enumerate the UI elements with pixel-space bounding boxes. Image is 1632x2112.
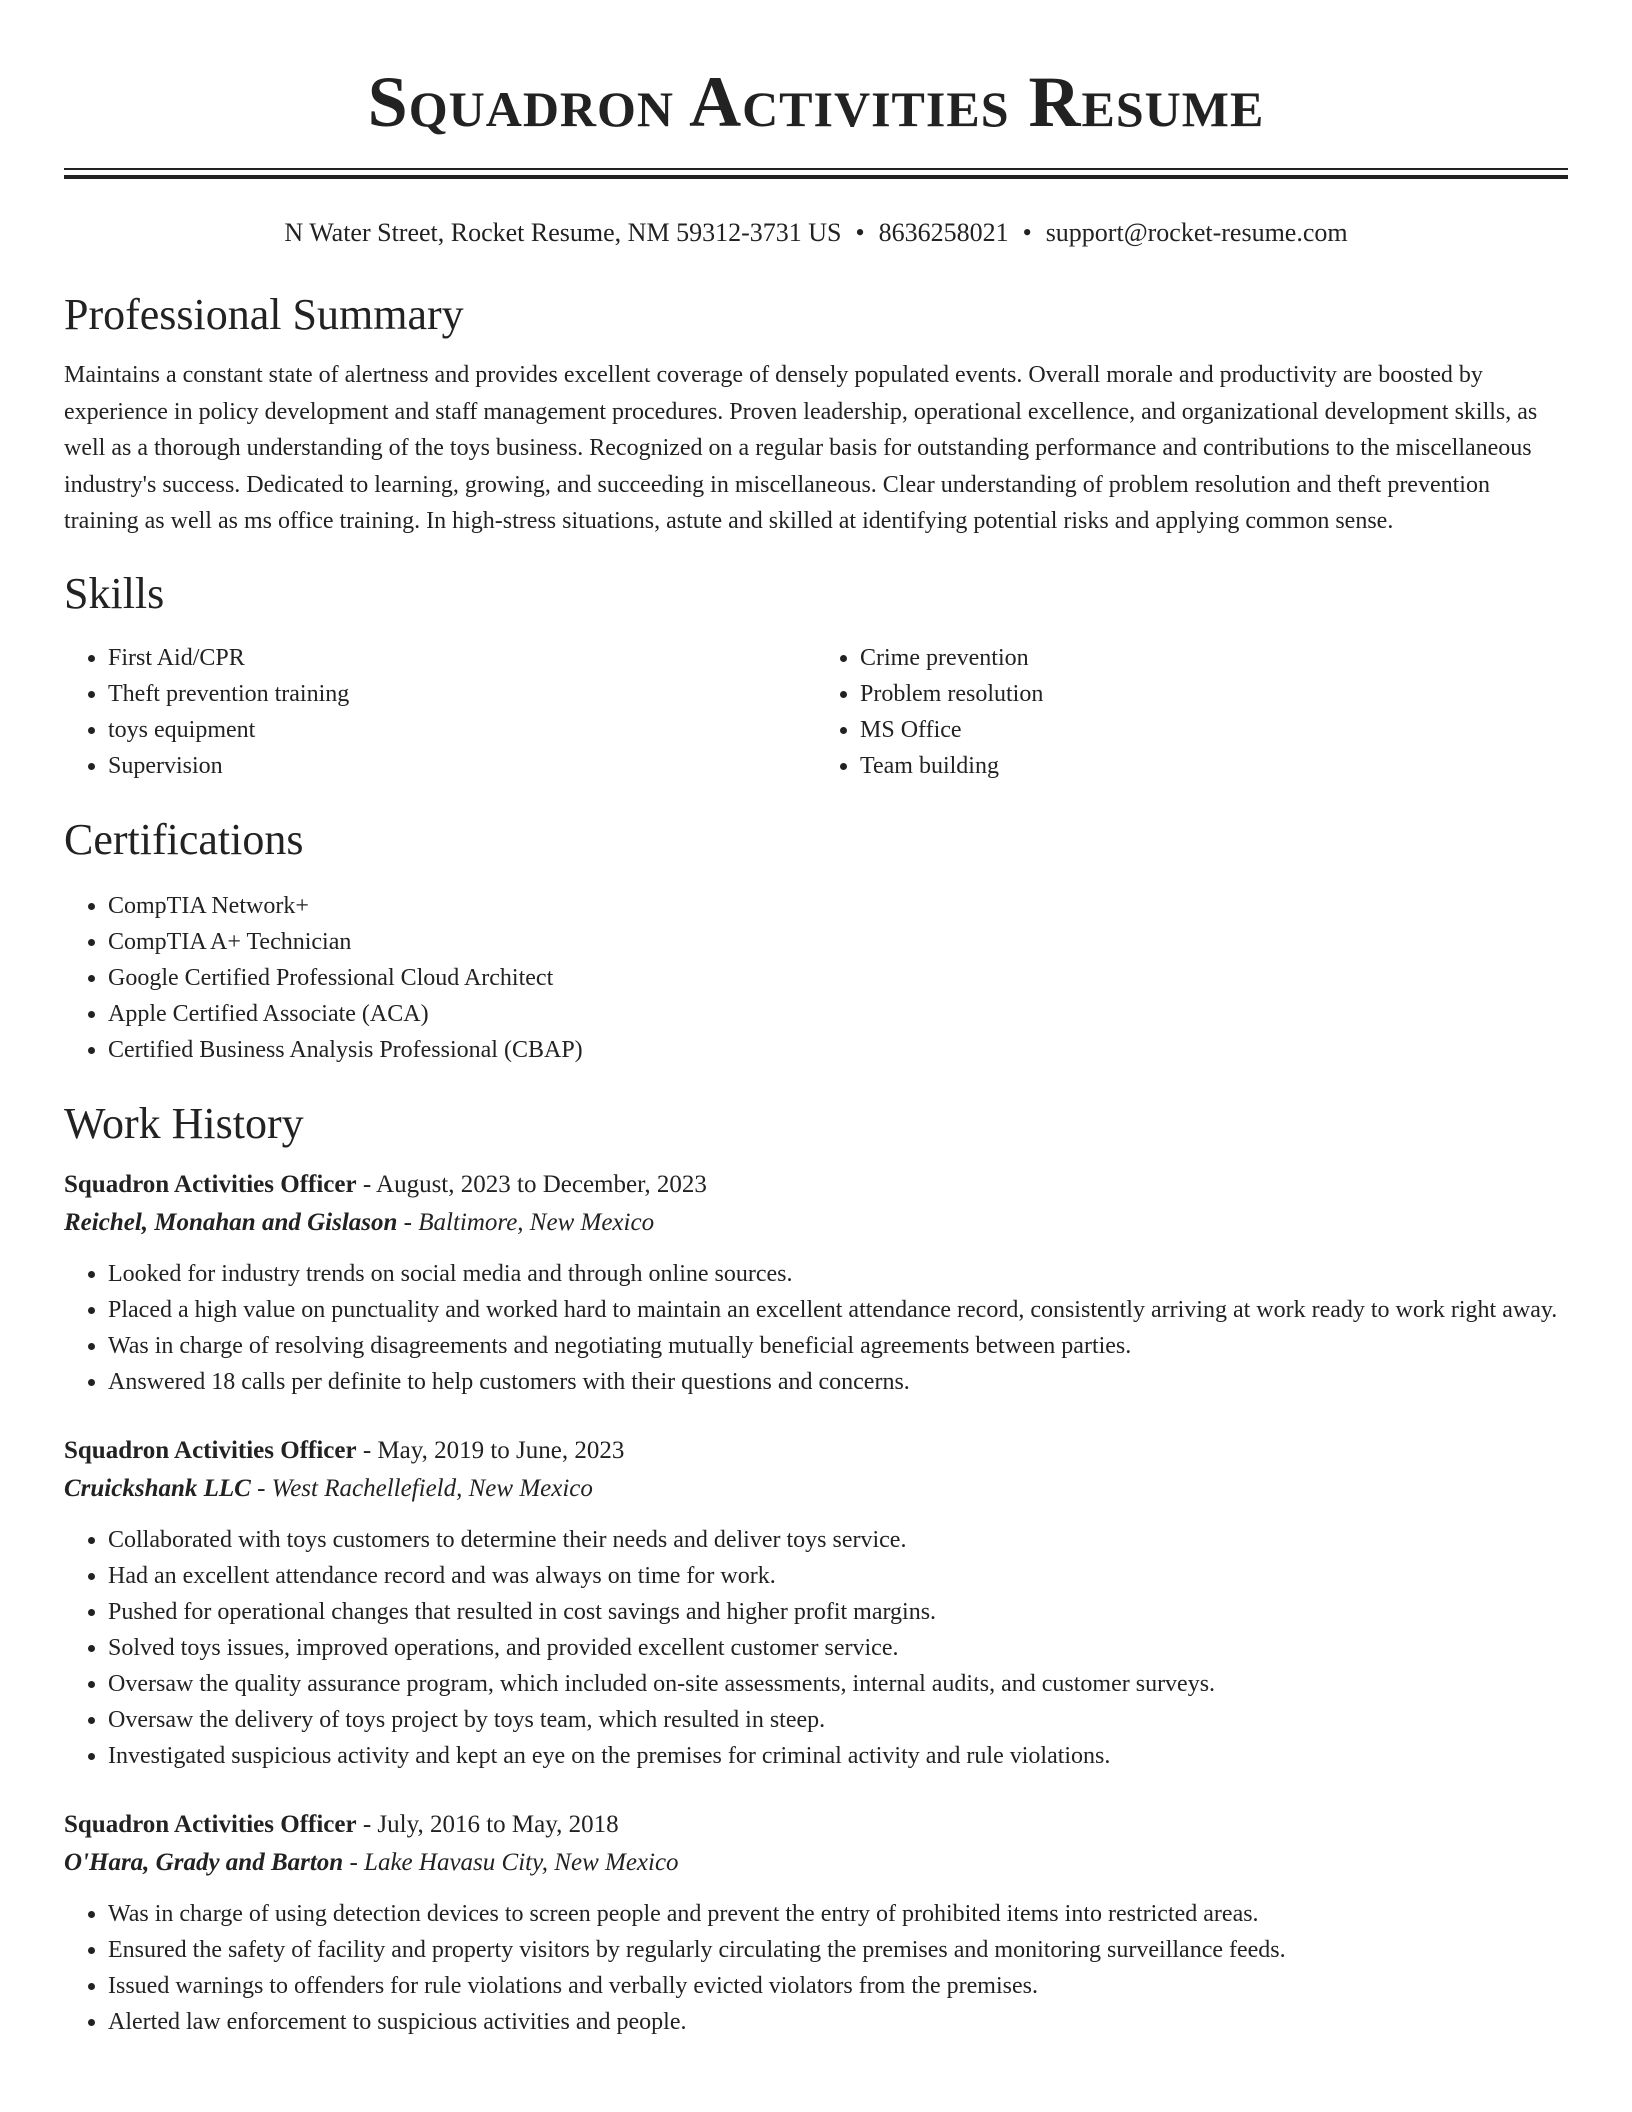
contact-email: support@rocket-resume.com: [1045, 218, 1348, 247]
job-bullet: • Oversaw the delivery of toys project by toys team, which resulted in steep.: [108, 1702, 1568, 1738]
certification-item: • CompTIA Network+: [108, 888, 1568, 924]
contact-separator: •: [855, 218, 865, 247]
job-location: - West Rachellefield, New Mexico: [250, 1474, 593, 1502]
job-role: Squadron Activities Officer: [64, 1436, 357, 1464]
job-bullet: • Solved toys issues, improved operations, and provided excellent customer service.: [108, 1630, 1568, 1666]
job-bullet: • Collaborated with toys customers to determine their needs and deliver toys service.: [108, 1522, 1568, 1558]
page-title: Squadron Activities Resume: [367, 62, 1265, 142]
job-bullet: • Alerted law enforcement to suspicious activities and people.: [108, 2004, 1568, 2040]
contact-phone: 8636258021: [878, 218, 1009, 247]
job-title-line: [64, 1432, 1568, 1470]
skill-item: • Crime prevention: [860, 640, 1568, 676]
job-bullet: • Had an excellent attendance record and was always on time for work.: [108, 1558, 1568, 1594]
skills-heading: Skills: [64, 568, 165, 618]
job-bullets: [64, 1896, 1568, 2040]
job-role: Squadron Activities Officer: [64, 1170, 357, 1198]
title-divider: [64, 168, 1568, 179]
job-bullet: • Was in charge of resolving disagreements and negotiating mutually beneficial agreements between parties.: [108, 1328, 1568, 1364]
certifications-heading: Certifications: [64, 814, 304, 864]
job-bullet: • Oversaw the quality assurance program, which included on-site assessments, internal audits, and customer surveys.: [108, 1666, 1568, 1702]
job-entry: [64, 1806, 1568, 2040]
skills-column-left: [64, 640, 816, 784]
job-bullet: • Looked for industry trends on social media and through online sources.: [108, 1256, 1568, 1292]
skills-list: [64, 640, 1568, 784]
job-bullet: • Ensured the safety of facility and property visitors by regularly circulating the premises and monitoring surveillance feeds.: [108, 1932, 1568, 1968]
certification-item: • CompTIA A+ Technician: [108, 924, 1568, 960]
job-entry: [64, 1432, 1568, 1774]
job-company: O'Hara, Grady and Barton: [64, 1848, 344, 1876]
job-entry: [64, 1166, 1568, 1400]
skill-item: • Supervision: [108, 748, 816, 784]
skill-item: • Problem resolution: [860, 676, 1568, 712]
job-location: - Lake Havasu City, New Mexico: [343, 1848, 679, 1876]
summary-heading: Professional Summary: [64, 290, 464, 339]
job-bullet: • Issued warnings to offenders for rule violations and verbally evicted violators from the premises.: [108, 1968, 1568, 2004]
job-dates: - May, 2019 to June, 2023: [356, 1436, 625, 1464]
skill-item: • Team building: [860, 748, 1568, 784]
contact-separator: •: [1022, 218, 1032, 247]
contact-line: [64, 215, 1568, 251]
job-dates: - August, 2023 to December, 2023: [356, 1170, 707, 1198]
work-history-heading: Work History: [64, 1098, 304, 1148]
job-role: Squadron Activities Officer: [64, 1810, 357, 1838]
certification-item: • Apple Certified Associate (ACA): [108, 996, 1568, 1032]
job-title-line: [64, 1166, 1568, 1204]
skill-item: • toys equipment: [108, 712, 816, 748]
certification-item: • Certified Business Analysis Professional (CBAP): [108, 1032, 1568, 1068]
job-company: Reichel, Monahan and Gislason: [64, 1208, 398, 1236]
job-location: - Baltimore, New Mexico: [397, 1208, 655, 1236]
certification-item: • Google Certified Professional Cloud Architect: [108, 960, 1568, 996]
job-title-line: [64, 1806, 1568, 1844]
summary-text: Maintains a constant state of alertness and provides excellent coverage of densely populated events. Overall morale and productivity are boosted by experience in policy development and staff management procedures. Proven leadership, operational excellence, and organizational development skills, as well as a thorough understanding of the toys business. Recognized on a regular basis for outstanding performance and contributions to the miscellaneous industry's success. Dedicated to learning, growing, and succeeding in miscellaneous. Clear understanding of problem resolution and theft prevention training as well as ms office training. In high-stress situations, astute and skilled at identifying potential risks and applying common sense.: [64, 362, 1538, 534]
job-bullet: • Pushed for operational changes that resulted in cost savings and higher profit margins.: [108, 1594, 1568, 1630]
certifications-list: [64, 888, 1568, 1068]
skill-item: • MS Office: [860, 712, 1568, 748]
skills-column-right: [816, 640, 1568, 784]
job-bullet: • Answered 18 calls per definite to help customers with their questions and concerns.: [108, 1364, 1568, 1400]
skill-item: • Theft prevention training: [108, 676, 816, 712]
job-bullet: • Placed a high value on punctuality and worked hard to maintain an excellent attendance record, consistently arriving at work ready to work right away.: [108, 1292, 1568, 1328]
resume-page: [64, 0, 1568, 2040]
contact-address: N Water Street, Rocket Resume, NM 59312-3731 US: [284, 218, 842, 247]
job-bullets: [64, 1256, 1568, 1400]
job-bullet: • Investigated suspicious activity and kept an eye on the premises for criminal activity and rule violations.: [108, 1738, 1568, 1774]
job-company-line: [64, 1844, 1568, 1882]
job-dates: - July, 2016 to May, 2018: [356, 1810, 619, 1838]
job-company: Cruickshank LLC: [64, 1474, 251, 1502]
job-bullets: [64, 1522, 1568, 1774]
job-company-line: [64, 1470, 1568, 1508]
job-company-line: [64, 1204, 1568, 1242]
job-bullet: • Was in charge of using detection devices to screen people and prevent the entry of prohibited items into restricted areas.: [108, 1896, 1568, 1932]
skill-item: • First Aid/CPR: [108, 640, 816, 676]
